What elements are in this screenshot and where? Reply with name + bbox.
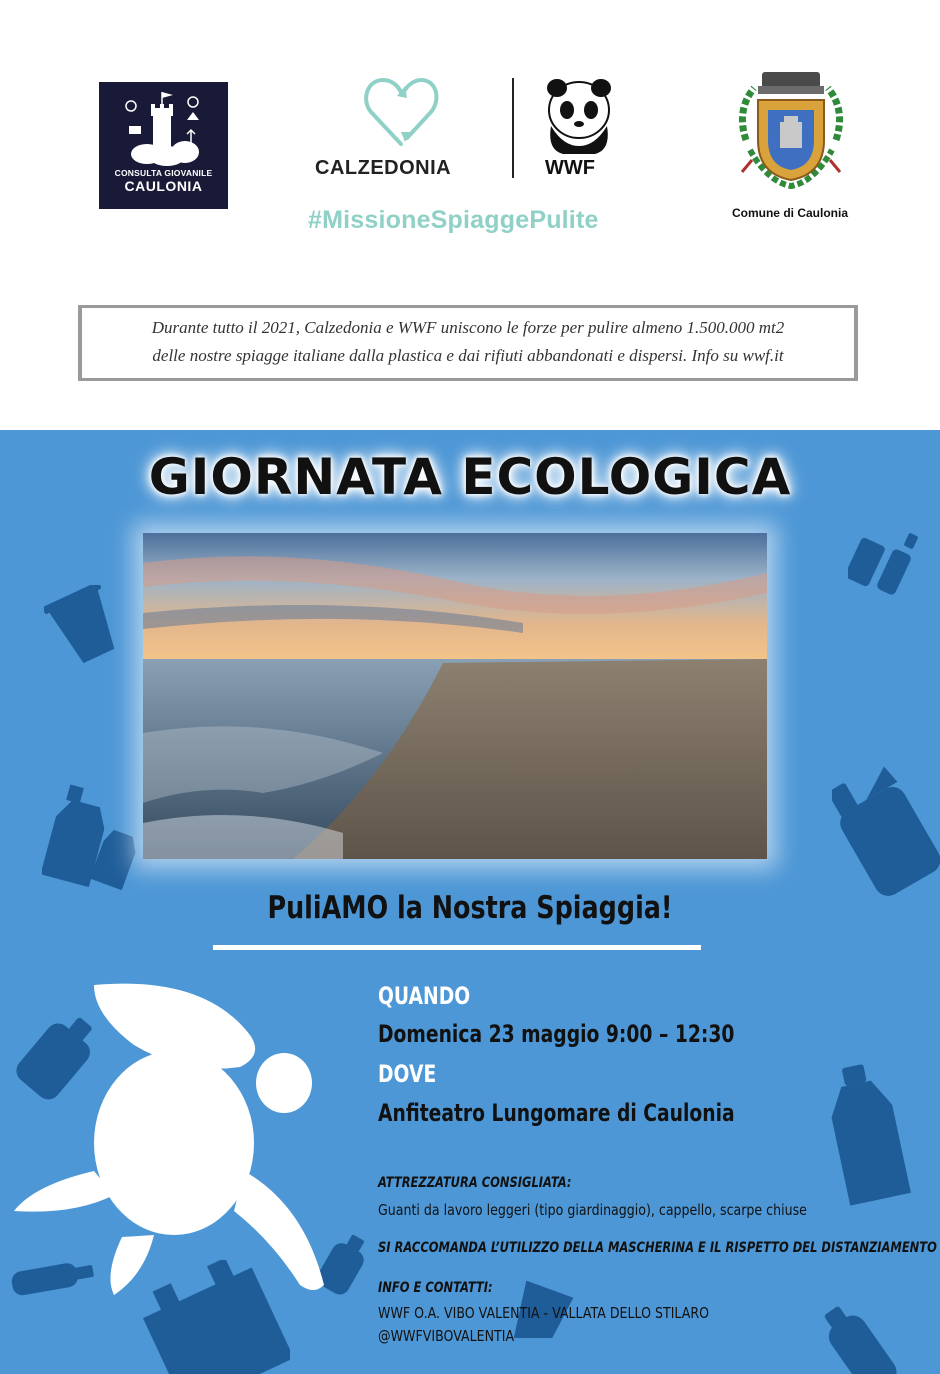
calzedonia-brand: CALZEDONIA: [315, 157, 452, 179]
equipment-value: Guanti da lavoro leggeri (tipo giardinaggio), cappello, scarpe chiuse: [378, 1201, 807, 1219]
event-poster: [0, 430, 940, 1374]
beach-sunset-photo: [143, 533, 767, 859]
wwf-panda-icon: [543, 76, 615, 156]
hashtag: #MissioneSpiaggePulite: [308, 206, 599, 234]
castle-icon: [117, 90, 209, 170]
detergent-bottles-icon: [42, 782, 142, 892]
bottles-icon: [848, 530, 926, 604]
contacts-label: INFO E CONTATTI:: [378, 1280, 493, 1296]
bottle-bottom-icon: [810, 1292, 910, 1374]
consulta-line2: CAULONIA: [124, 178, 203, 194]
consulta-line1: CONSULTA GIOVANILE: [114, 168, 213, 178]
sea-turtle-icon: [14, 975, 354, 1325]
event-slogan: PuliAMO la Nostra Spiaggia!: [267, 890, 673, 926]
slogan-underline: [213, 945, 701, 950]
large-bottle-icon: [822, 1060, 918, 1210]
info-line1: Durante tutto il 2021, Calzedonia e WWF uniscono le forze per pulire almeno 1.500.000 mt2: [151, 318, 785, 337]
recycle-heart-icon: [361, 74, 441, 150]
event-title: GIORNATA ECOLOGICA: [148, 448, 792, 506]
where-label: DOVE: [378, 1060, 437, 1088]
equipment-label: ATTREZZATURA CONSIGLIATA:: [378, 1175, 572, 1191]
contacts-line2: @WWFVIBOVALENTIA: [378, 1327, 515, 1345]
info-box: [78, 305, 858, 381]
when-label: QUANDO: [378, 982, 471, 1010]
jerrycan-icon: [832, 764, 940, 896]
plastic-cup-icon: [44, 585, 126, 667]
consulta-giovanile-logo: [99, 82, 228, 209]
wwf-brand: WWF: [545, 157, 595, 179]
where-value: Anfiteatro Lungomare di Caulonia: [378, 1099, 735, 1127]
calzedonia-wwf-logo: [305, 70, 627, 246]
logo-divider: [512, 78, 514, 178]
mask-notice: SI RACCOMANDA L’UTILIZZO DELLA MASCHERINA E IL RISPETTO DEL DISTANZIAMENTO: [378, 1240, 937, 1256]
when-value: Domenica 23 maggio 9:00 – 12:30: [378, 1020, 735, 1048]
comune-coat-of-arms: [728, 70, 854, 190]
contacts-line1: WWF O.A. VIBO VALENTIA - VALLATA DELLO STILARO: [378, 1304, 710, 1322]
comune-label: Comune di Caulonia: [731, 206, 848, 220]
info-line2: delle nostre spiagge italiane dalla plastica e dai rifiuti abbandonati e dispersi. Info su wwf.it: [152, 346, 784, 365]
